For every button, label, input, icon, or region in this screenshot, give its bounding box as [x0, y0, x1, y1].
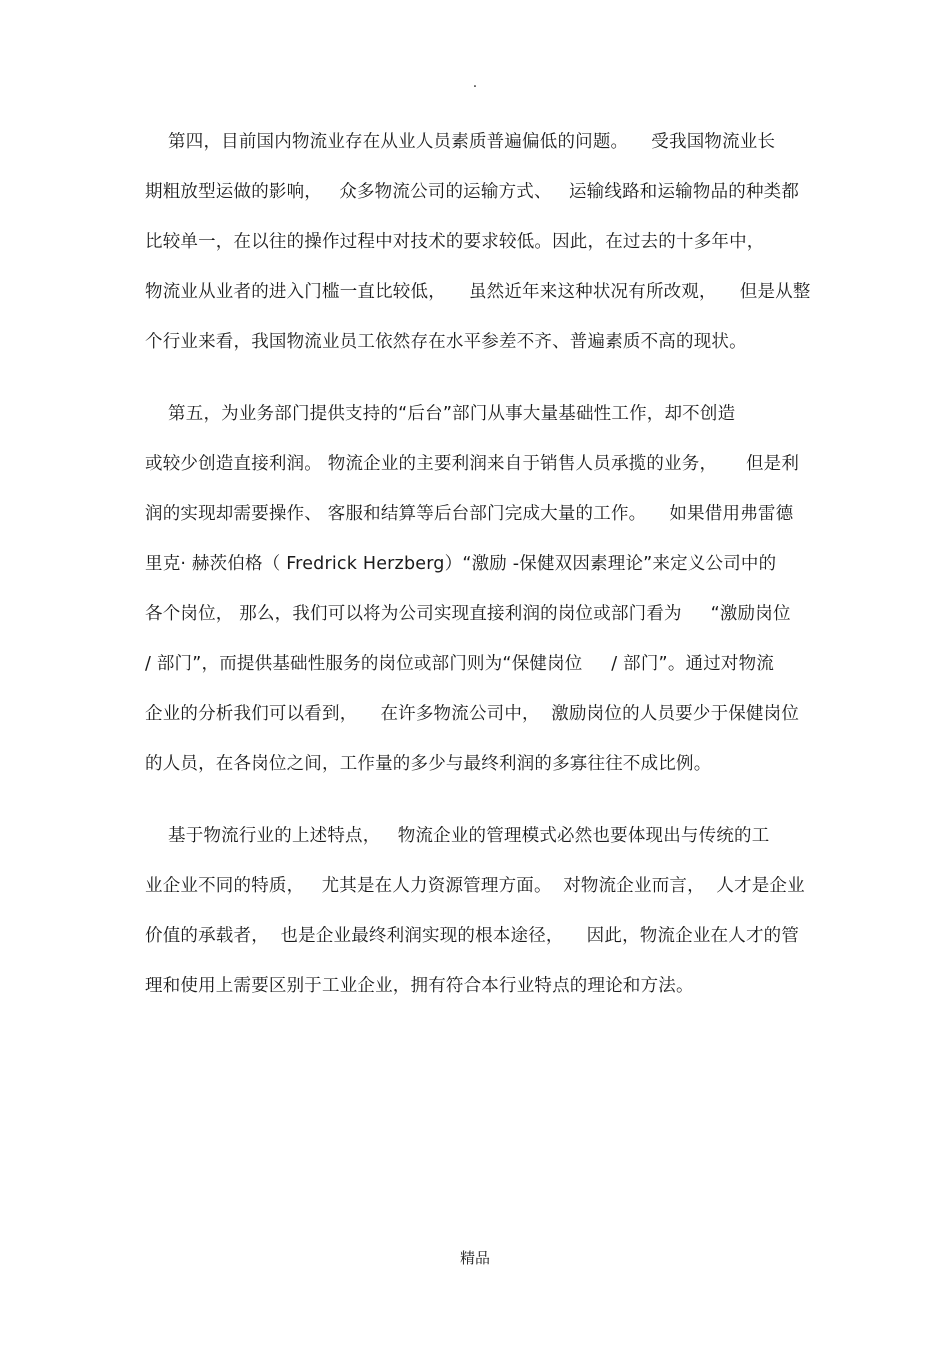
- paragraph-2-line-3: 润的实现却需要操作、 客服和结算等后台部门完成大量的工作。 如果借用弗雷德: [145, 504, 794, 524]
- paragraph-3-line-4: 理和使用上需要区别于工业企业，拥有符合本行业特点的理论和方法。: [145, 976, 694, 996]
- paragraph-2-line-6: / 部门”，而提供基础性服务的岗位或部门则为“保健岗位 / 部门”。通过对物流: [145, 654, 775, 674]
- paragraph-2-line-2: 或较少创造直接利润。 物流企业的主要利润来自于销售人员承揽的业务， 但是利: [145, 454, 800, 474]
- paragraph-1-line-2: 期粗放型运做的影响， 众多物流公司的运输方式、 运输线路和运输物品的种类都: [145, 182, 800, 202]
- paragraph-1-line-3: 比较单一，在以往的操作过程中对技术的要求较低。因此，在过去的十多年中，: [145, 232, 765, 252]
- paragraph-2-line-5: 各个岗位， 那么，我们可以将为公司实现直接利润的岗位或部门看为 “激励岗位: [145, 604, 791, 624]
- header-mark: .: [472, 75, 478, 91]
- paragraph-2-line-1: 第五，为业务部门提供支持的“后台”部门从事大量基础性工作，却不创造: [145, 404, 736, 424]
- paragraph-1-line-5: 个行业来看，我国物流业员工依然存在水平参差不齐、普遍素质不高的现状。: [145, 332, 747, 352]
- paragraph-1-line-4: 物流业从业者的进入门槛一直比较低， 虽然近年来这种状况有所改观， 但是从整: [145, 282, 811, 302]
- paragraph-2-line-4: 里克· 赫茨伯格（ Fredrick Herzberg）“激励 -保健双因素理论”来定义公司中的: [145, 554, 777, 574]
- paragraph-3-line-1: 基于物流行业的上述特点， 物流企业的管理模式必然也要体现出与传统的工: [145, 826, 770, 846]
- paragraph-2-line-7: 企业的分析我们可以看到， 在许多物流公司中， 激励岗位的人员要少于保健岗位: [145, 704, 800, 724]
- page-footer-label: 精品: [459, 1249, 490, 1267]
- paragraph-2-line-8: 的人员，在各岗位之间，工作量的多少与最终利润的多寡往往不成比例。: [145, 754, 712, 774]
- paragraph-3-line-2: 业企业不同的特质， 尤其是在人力资源管理方面。 对物流企业而言， 人才是企业: [145, 876, 805, 896]
- paragraph-3-line-3: 价值的承载者， 也是企业最终利润实现的根本途径， 因此，物流企业在人才的管: [145, 926, 800, 946]
- paragraph-1-line-1: 第四，目前国内物流业存在从业人员素质普遍偏低的问题。 受我国物流业长: [145, 132, 776, 152]
